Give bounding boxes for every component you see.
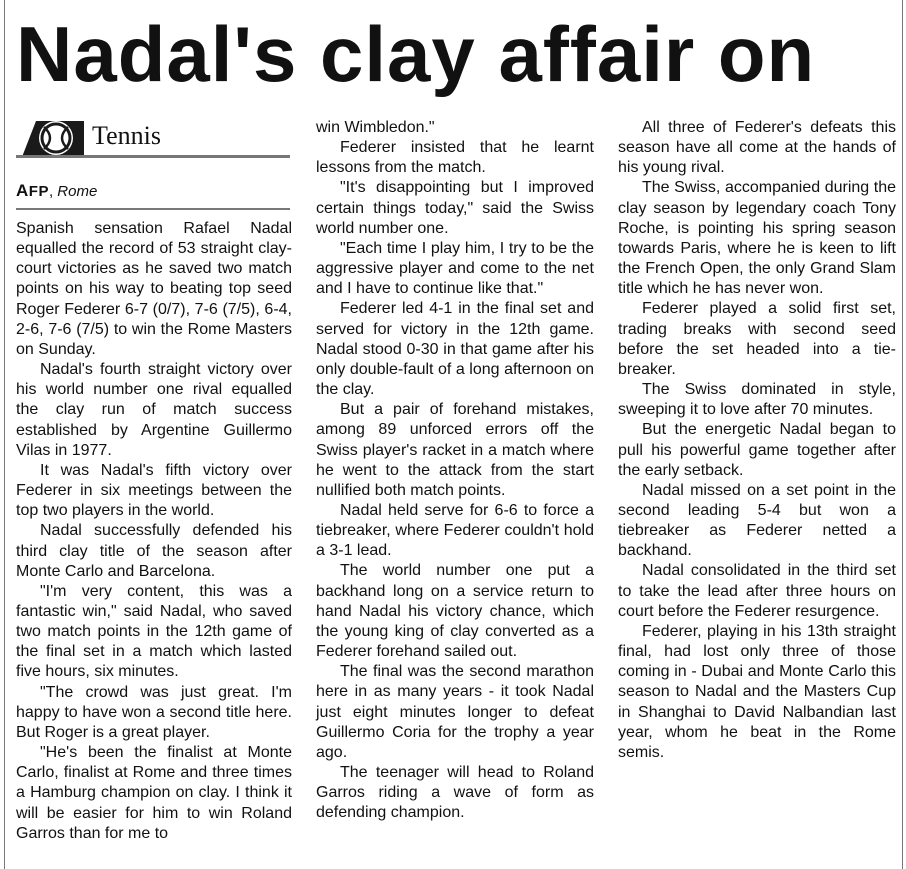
paragraph: But a pair of forehand mistakes, among 89 unforced errors off the Swiss player's racket in a match where he went to the attack from the start nullified both match points. (316, 401, 594, 499)
article-column-1 (16, 219, 292, 844)
paragraph: "Each time I play him, I try to be the aggressive player and come to the net and I have to continue like that." (316, 239, 594, 298)
byline: AFP, Rome (16, 181, 98, 200)
byline-agency: AFP (16, 181, 49, 200)
paragraph: Spanish sensation Rafael Nadal equalled the record of 53 straight clay-court victories as he saved two match points on his way to beating top seed Roger Federer 6-7 (0/7), 7-6 (7/5), 6-4, 2-6, 7-6 (7/5) to win the Rome Masters on Sunday. (16, 220, 292, 358)
section-label: Tennis (92, 121, 161, 150)
paragraph: Nadal held serve for 6-6 to force a tiebreaker, where Federer couldn't hold a 3-1 lead. (316, 501, 594, 560)
paragraph: Nadal successfully defended his third clay title of the season after Monte Carlo and Barcelona. (16, 522, 292, 580)
paragraph: "The crowd was just great. I'm happy to have won a second title here. But Roger is a great player. (16, 683, 292, 741)
paragraph: Federer insisted that he learnt lessons from the match. (316, 139, 594, 177)
paragraph: "It's disappointing but I improved certain things today," said the Swiss world number one. (316, 179, 594, 237)
article-column-3 (618, 118, 896, 763)
paragraph: "I'm very content, this was a fantastic win," said Nadal, who saved two match points in the 12th game of the final set in a match which lasted five hours, six minutes. (16, 582, 292, 681)
paragraph: "He's been the finalist at Monte Carlo, finalist at Rome and three times a Hamburg champion on clay. I think it will be easier for him to win Roland Garros than for me to (16, 744, 292, 842)
paragraph: win Wimbledon." (316, 119, 435, 136)
headline: Nadal's clay affair on (16, 10, 816, 98)
paragraph: The world number one put a backhand long on a service return to hand Nadal his victory chance, which the young king of clay converted as a Federer forehand sailed out. (316, 562, 594, 661)
byline-divider (16, 208, 290, 210)
paragraph: The Swiss dominated in style, sweeping it to love after 70 minutes. (618, 381, 896, 419)
paragraph: Federer, playing in his 13th straight final, had lost only three of those coming in - Dubai and Monte Carlo this season to Nadal and the Masters Cup in Shanghai to David Nalbandian last year, whom he beat in the Rome semis. (618, 622, 896, 761)
paragraph: The teenager will head to Roland Garros riding a wave of form as defending champion. (316, 764, 594, 822)
paragraph: The Swiss, accompanied during the clay season by legendary coach Tony Roche, is pointing his spring season towards Paris, where he is keen to lift the French Open, the only Grand Slam title which he has never won. (618, 179, 896, 298)
paragraph: All three of Federer's defeats this season have all come at the hands of his young rival. (618, 119, 896, 177)
paragraph: But the energetic Nadal began to pull his powerful game together after the early setback. (618, 421, 896, 479)
article-column-2 (316, 118, 594, 823)
byline-place: Rome (57, 183, 98, 200)
paragraph: Nadal's fourth straight victory over his world number one rival equalled the clay run of match success established by Argentine Guillermo Vilas in 1977. (16, 361, 292, 459)
paragraph: It was Nadal's fifth victory over Federer in six meetings between the top two players in the world. (16, 461, 292, 520)
paragraph: Nadal consolidated in the third set to take the lead after three hours on court before the Federer resurgence. (618, 562, 896, 620)
tennis-ball-icon (16, 117, 84, 157)
paragraph: The final was the second marathon here in as many years - it took Nadal just eight minutes longer to defeat Guillermo Coria for the trophy a year ago. (316, 663, 594, 761)
section-header (16, 115, 290, 159)
section-divider (16, 155, 290, 158)
paragraph: Nadal missed on a set point in the second leading 5-4 but won a tiebreaker as Federer netted a backhand. (618, 481, 896, 560)
paragraph: Federer led 4-1 in the final set and served for victory in the 12th game. Nadal stood 0-30 in that game after his only double-fault of a long afternoon on the clay. (316, 300, 594, 399)
paragraph: Federer played a solid first set, trading breaks with second seed before the set headed into a tie-breaker. (618, 300, 896, 378)
